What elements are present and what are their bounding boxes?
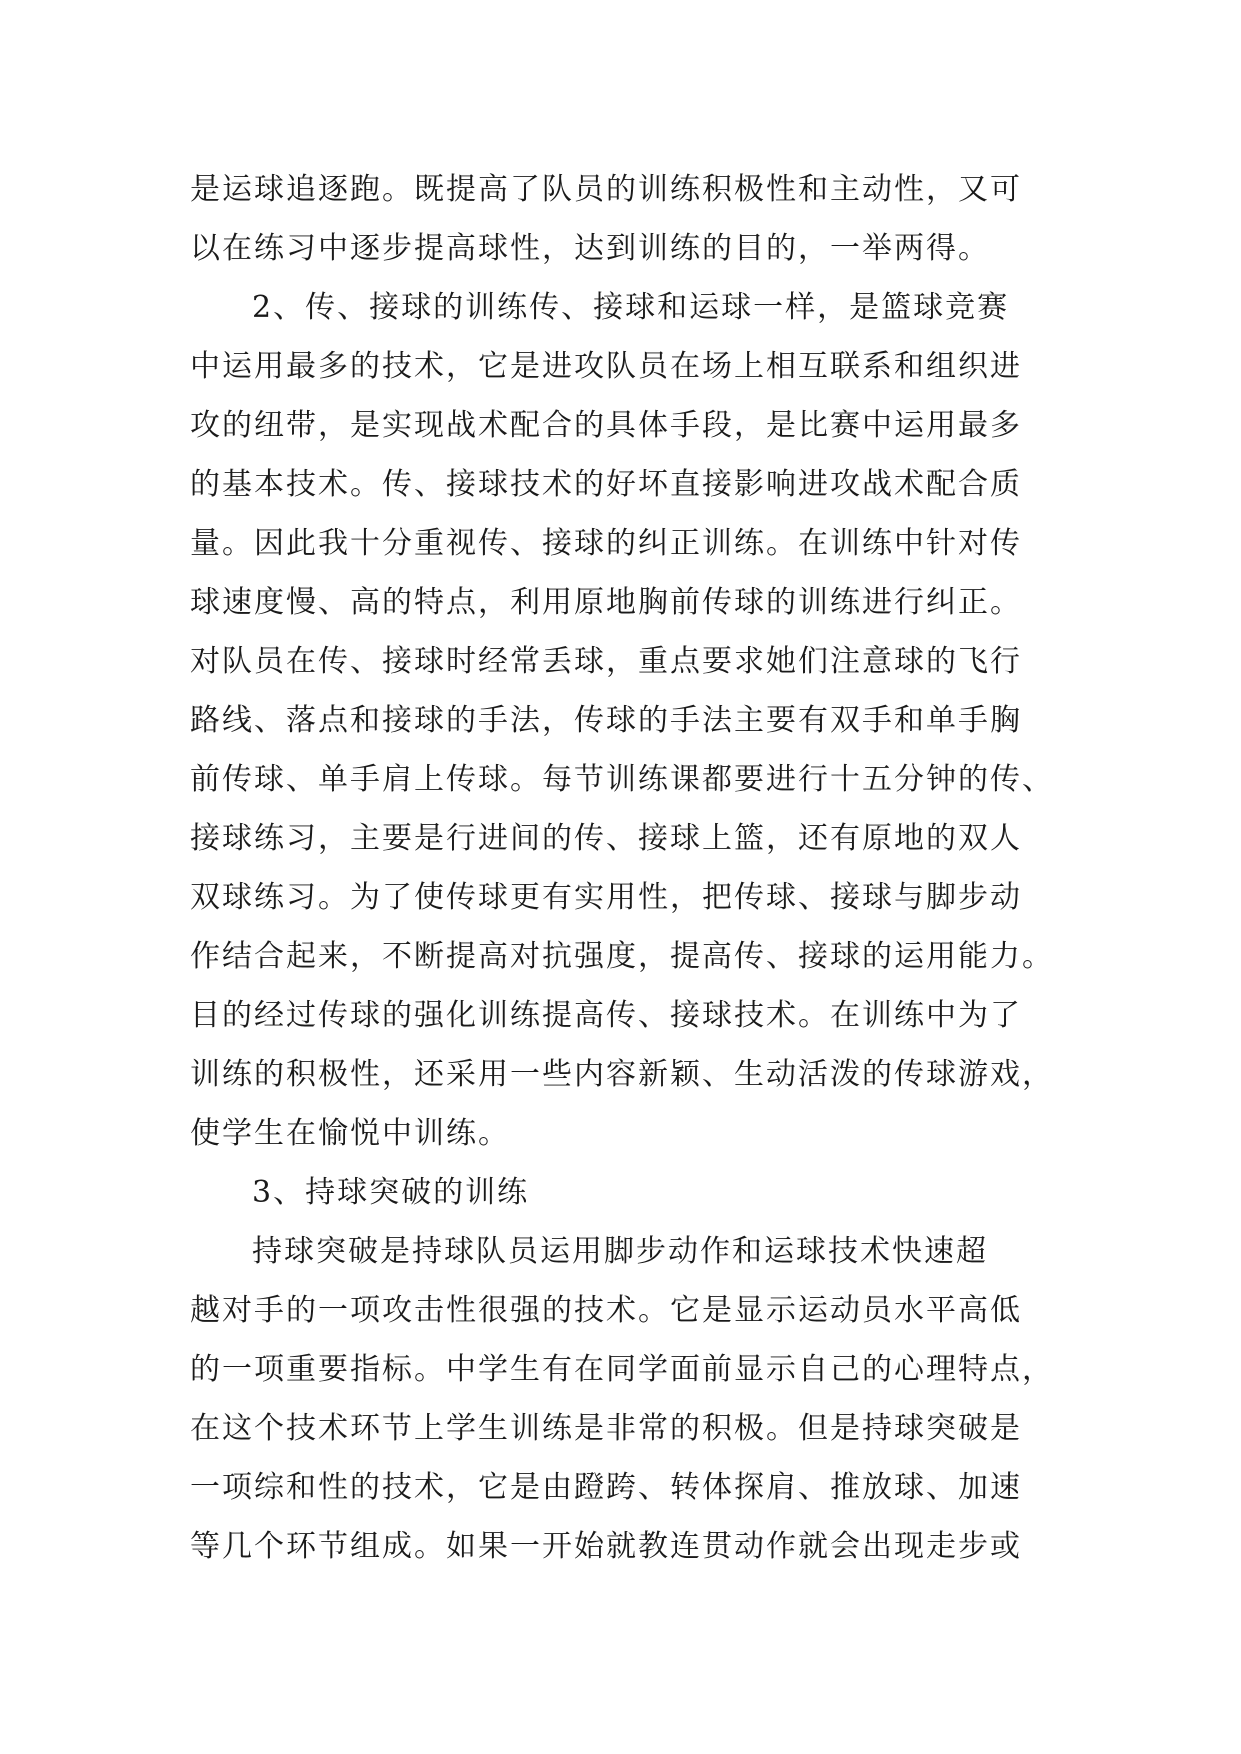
text-line: 使学生在愉悦中训练。 — [190, 1116, 510, 1151]
text-line: 量。因此我十分重视传、接球的纠正训练。在训练中针对传 — [190, 526, 1022, 561]
text-line: 训练的积极性，还采用一些内容新颖、生动活泼的传球游戏， — [190, 1057, 1054, 1092]
text-line: 一项综和性的技术，它是由蹬跨、转体探肩、推放球、加速 — [190, 1470, 1022, 1505]
text-line: 是运球追逐跑。既提高了队员的训练积极性和主动性，又可 — [190, 172, 1022, 207]
text-line: 接球练习，主要是行进间的传、接球上篮，还有原地的双人 — [190, 821, 1022, 856]
text-line: 越对手的一项攻击性很强的技术。它是显示运动员水平高低 — [190, 1293, 1022, 1328]
text-line: 双球练习。为了使传球更有实用性，把传球、接球与脚步动 — [190, 880, 1022, 915]
document-body — [190, 160, 1070, 1576]
text-line: 对队员在传、接球时经常丢球，重点要求她们注意球的飞行 — [190, 644, 1022, 679]
text-line: 攻的纽带，是实现战术配合的具体手段，是比赛中运用最多 — [190, 408, 1022, 443]
text-line: 持球突破是持球队员运用脚步动作和运球技术快速超 — [252, 1234, 988, 1269]
text-line: 的一项重要指标。中学生有在同学面前显示自己的心理特点， — [190, 1352, 1054, 1387]
text-line: 在这个技术环节上学生训练是非常的积极。但是持球突破是 — [190, 1411, 1022, 1446]
text-line: 中运用最多的技术，它是进攻队员在场上相互联系和组织进 — [190, 349, 1022, 384]
text-line: 前传球、单手肩上传球。每节训练课都要进行十五分钟的传、 — [190, 762, 1054, 797]
text-line: 等几个环节组成。如果一开始就教连贯动作就会出现走步或 — [190, 1529, 1022, 1564]
text-line: 2、传、接球的训练传、接球和运球一样，是篮球竞赛 — [252, 290, 1010, 325]
text-line: 3、持球突破的训练 — [252, 1175, 530, 1210]
text-line: 以在练习中逐步提高球性，达到训练的目的，一举两得。 — [190, 231, 990, 266]
text-line: 目的经过传球的强化训练提高传、接球技术。在训练中为了 — [190, 998, 1022, 1033]
text-line: 球速度慢、高的特点，利用原地胸前传球的训练进行纠正。 — [190, 585, 1022, 620]
text-line: 作结合起来，不断提高对抗强度，提高传、接球的运用能力。 — [190, 939, 1054, 974]
text-line: 的基本技术。传、接球技术的好坏直接影响进攻战术配合质 — [190, 467, 1022, 502]
text-line: 路线、落点和接球的手法，传球的手法主要有双手和单手胸 — [190, 703, 1022, 738]
